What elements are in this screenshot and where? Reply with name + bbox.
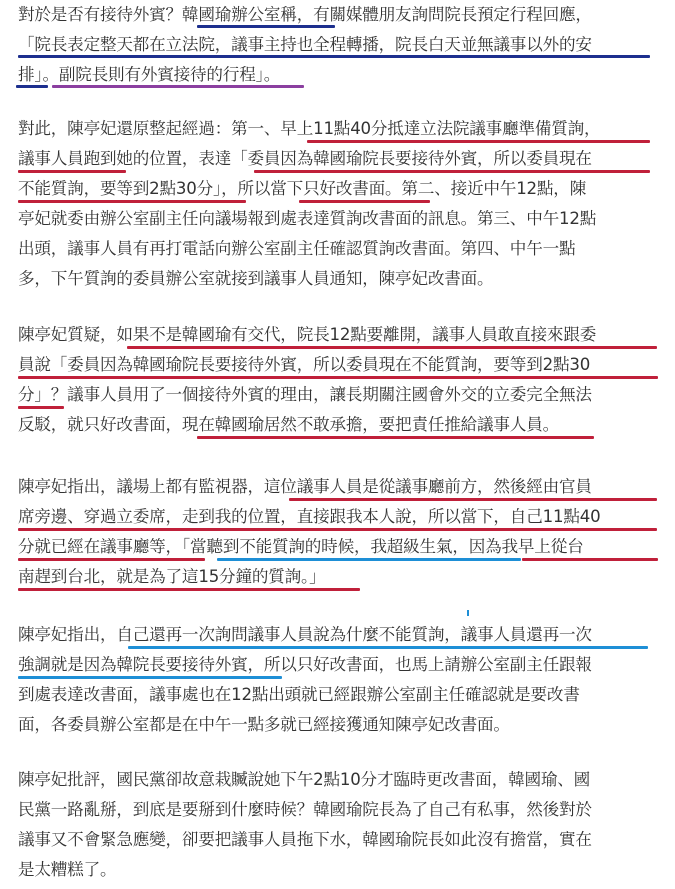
article-paragraph-5 <box>18 620 668 740</box>
text-line: 民黨一路亂掰，到底是要掰到什麼時候？韓國瑜院長為了自己有私事，然後對於 <box>18 800 592 819</box>
text-line: 到處表達改書面，議事處也在12點出頭就已經跟辦公室副主任確認就是要改書 <box>18 685 580 704</box>
highlight-underline <box>197 25 335 28</box>
highlight-underline <box>299 200 430 203</box>
text-line: 陳亭妃指出，議場上都有監視器，這位議事人員是從議事廳前方，然後經由官員 <box>18 477 592 496</box>
highlight-underline <box>197 436 594 439</box>
text-line: 出頭，議事人員有再打電話向辦公室副主任確認質詢改書面。第四、中午一點 <box>18 239 576 258</box>
text-line: 排」。副院長則有外賓接待的行程」。 <box>18 65 281 84</box>
text-line: 對於是否有接待外賓？韓國瑜辦公室稱，有關媒體朋友詢問院長預定行程回應， <box>18 5 592 24</box>
text-line: 陳亭妃批評，國民黨卻故意栽贓說她下午2點10分才臨時更改書面，韓國瑜、國 <box>18 770 591 789</box>
highlight-underline <box>16 85 48 88</box>
text-line: 「院長表定整天都在立法院，議事主持也全程轉播，院長白天並無議事以外的安 <box>18 35 592 54</box>
text-line: 南趕到台北，就是為了這15分鐘的質詢。」 <box>18 567 326 586</box>
text-line: 面，各委員辦公室都是在中午一點多就已經接獲通知陳亭妃改書面。 <box>18 715 510 734</box>
text-line: 是太糟糕了。 <box>18 860 117 879</box>
text-line: 不能質詢，要等到2點30分」，所以當下只好改書面。第二、接近中午12點，陳 <box>18 179 587 198</box>
text-line: 亭妃就委由辦公室副主任向議場報到處表達質詢改書面的訊息。第三、中午12點 <box>18 209 597 228</box>
text-line: 員說「委員因為韓國瑜院長要接待外賓，所以委員現在不能質詢，要等到2點30 <box>18 355 591 374</box>
highlight-underline <box>307 140 650 143</box>
text-line: 強調就是因為韓院長要接待外賓，所以只好改書面，也馬上請辦公室副主任跟報 <box>18 655 592 674</box>
highlight-underline <box>18 528 657 531</box>
marker-tick <box>467 610 469 616</box>
article-paragraph-1 <box>18 0 668 90</box>
text-line: 分就已經在議事廳等，「當聽到不能質詢的時候，我超級生氣，因為我早上從台 <box>18 537 584 556</box>
highlight-underline <box>52 85 304 88</box>
highlight-underline <box>18 170 126 173</box>
highlight-underline <box>217 558 521 561</box>
text-line: 陳亭妃質疑，如果不是韓國瑜有交代，院長12點要離開，議事人員敢直接來跟委 <box>18 325 597 344</box>
text-line: 席旁邊、穿過立委席，走到我的位置，直接跟我本人說，所以當下，自己11點40 <box>18 507 601 526</box>
highlight-underline <box>18 55 650 58</box>
text-line: 議事又不會緊急應變，卻要把議事人員拖下水，韓國瑜院長如此沒有擔當，實在 <box>18 830 592 849</box>
highlight-underline <box>18 676 282 679</box>
highlight-underline <box>127 346 657 349</box>
text-line: 多，下午質詢的委員辦公室就接到議事人員通知，陳亭妃改書面。 <box>18 269 494 288</box>
highlight-underline <box>254 170 650 173</box>
highlight-underline <box>289 498 657 501</box>
text-line: 分」？議事人員用了一個接待外賓的理由，讓長期關注國會外交的立委完全無法 <box>18 385 592 404</box>
text-line: 議事人員跑到她的位置，表達「委員因為韓國瑜院長要接待外賓，所以委員現在 <box>18 149 592 168</box>
highlight-underline <box>18 406 64 409</box>
text-line: 陳亭妃指出，自己還再一次詢問議事人員說為什麼不能質詢，議事人員還再一次 <box>18 625 592 644</box>
article-paragraph-4 <box>18 472 668 592</box>
highlight-underline <box>18 588 360 591</box>
article-paragraph-6 <box>18 765 668 885</box>
text-line: 對此，陳亭妃還原整起經過：第一、早上11點40分抵達立法院議事廳準備質詢， <box>18 119 601 138</box>
highlight-underline <box>18 558 205 561</box>
highlight-underline <box>18 376 658 379</box>
highlight-underline <box>522 558 658 561</box>
highlight-underline <box>128 646 648 649</box>
highlight-underline <box>18 200 246 203</box>
article-paragraph-3 <box>18 320 668 440</box>
text-line: 反駁，就只好改書面，現在韓國瑜居然不敢承擔，要把責任推給議事人員。 <box>18 415 559 434</box>
